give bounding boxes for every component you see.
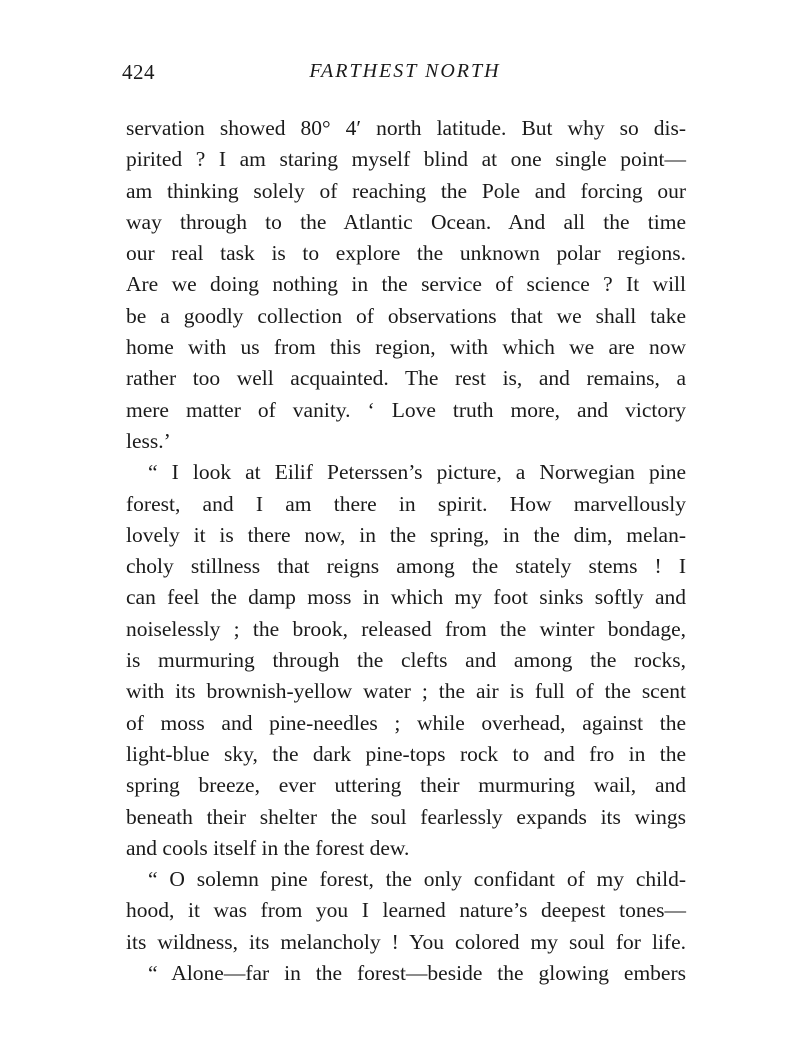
- text-line: home with us from this region, with which we are now: [126, 335, 686, 360]
- text-line: “ Alone—far in the forest—beside the glowing embers: [148, 961, 686, 986]
- text-line: with its brownish-yellow water ; the air is full of the scent: [126, 679, 686, 704]
- text-line: and cools itself in the forest dew.: [126, 835, 410, 860]
- text-line: be a goodly collection of observations that we shall take: [126, 303, 686, 328]
- text-line: rather too well acquainted. The rest is, and remains, a: [126, 366, 686, 391]
- text-line: way through to the Atlantic Ocean. And all the time: [126, 209, 686, 234]
- text-line: mere matter of vanity. ‘ Love truth more, and victory: [126, 397, 686, 422]
- text-line: beneath their shelter the soul fearlessly expands its wings: [126, 804, 686, 829]
- text-line: servation showed 80° 4′ north latitude. But why so dis-: [126, 116, 686, 140]
- text-line: choly stillness that reigns among the stately stems ! I: [126, 554, 686, 579]
- text-line: hood, it was from you I learned nature’s deepest tones—: [126, 898, 686, 923]
- text-line: can feel the damp moss in which my foot sinks softly and: [126, 585, 686, 610]
- text-line: “ O solemn pine forest, the only confidant of my child-: [148, 867, 686, 892]
- page-number: 424: [122, 60, 155, 84]
- text-line: lovely it is there now, in the spring, in the dim, melan-: [126, 522, 686, 547]
- text-line: our real task is to explore the unknown polar regions.: [126, 241, 686, 266]
- text-line: of moss and pine-needles ; while overhead, against the: [126, 710, 686, 735]
- running-head: [122, 60, 688, 88]
- text-line: light-blue sky, the dark pine-tops rock to and fro in the: [126, 741, 686, 766]
- text-line: less.’: [126, 428, 171, 453]
- text-line: noiselessly ; the brook, released from the winter bondage,: [126, 616, 686, 641]
- text-line: is murmuring through the clefts and among the rocks,: [126, 648, 686, 673]
- text-line: its wildness, its melancholy ! You colored my soul for life.: [126, 929, 686, 954]
- text-line: Are we doing nothing in the service of science ? It will: [126, 272, 686, 297]
- text-line: forest, and I am there in spirit. How marvellously: [126, 491, 686, 516]
- text-line: “ I look at Eilif Peterssen’s picture, a Norwegian pine: [148, 460, 686, 485]
- text-line: am thinking solely of reaching the Pole and forcing our: [126, 178, 686, 203]
- text-line: pirited ? I am staring myself blind at one single point—: [126, 147, 686, 172]
- text-line: spring breeze, ever uttering their murmuring wail, and: [126, 773, 686, 798]
- body-text: [126, 113, 686, 989]
- running-title: FARTHEST NORTH: [309, 60, 501, 82]
